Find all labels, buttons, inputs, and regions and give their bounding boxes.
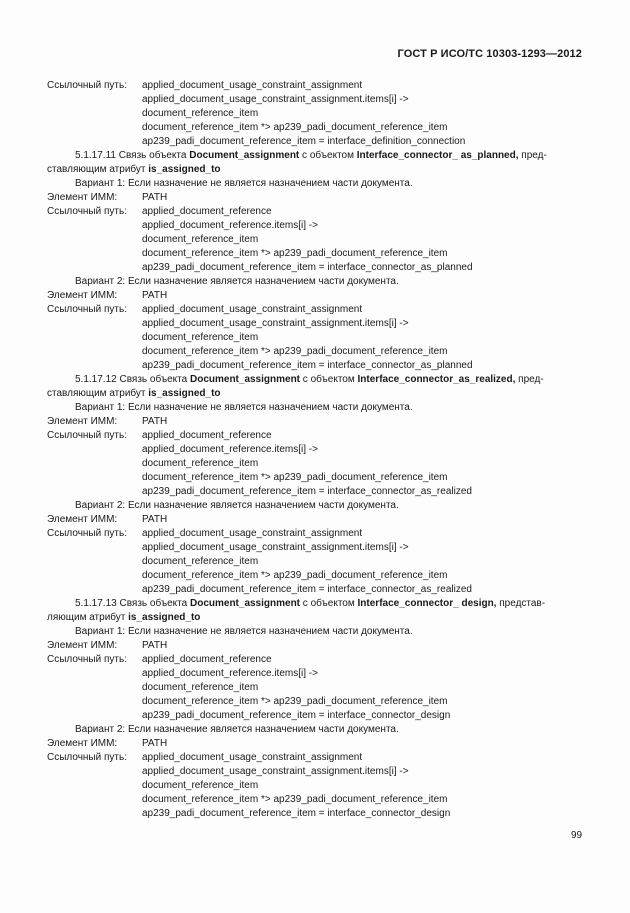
section-heading-cont: ляющим атрибут is_assigned_to — [47, 612, 201, 623]
imm-label: Элемент ИММ: — [47, 738, 118, 749]
ref-path-line: ap239_padi_document_reference_item = interface_connector_as_planned — [142, 262, 473, 273]
section-heading: 5.1.17.13 Связь объекта Document_assignment с объектом Interface_connector_ design, представ- — [75, 598, 546, 609]
ref-path-label: Ссылочный путь: — [47, 206, 127, 217]
ref-path-line: document_reference_item — [142, 458, 259, 469]
section-heading-cont: ставляющим атрибут is_assigned_to — [47, 388, 221, 399]
ref-path-line: applied_document_reference.items[i] -> — [142, 444, 318, 455]
imm-label: Элемент ИММ: — [47, 514, 118, 525]
imm-label: Элемент ИММ: — [47, 290, 118, 301]
imm-label: Элемент ИММ: — [47, 640, 118, 651]
ref-path-line: ap239_padi_document_reference_item = interface_connector_as_realized — [142, 584, 472, 595]
ref-path-line: document_reference_item *> ap239_padi_document_reference_item — [142, 696, 448, 707]
ref-path-line: applied_document_reference — [142, 206, 272, 217]
ref-path-line: document_reference_item — [142, 234, 259, 245]
variant-2-title: Вариант 2: Если назначение является назначением части документа. — [75, 276, 399, 287]
ref-path-line: applied_document_usage_constraint_assignment.items[i] -> — [142, 318, 409, 329]
document-body — [47, 79, 587, 821]
entity-name: Document_assignment — [189, 598, 301, 609]
ref-path-line: ap239_padi_document_reference_item = interface_connector_as_planned — [142, 360, 473, 371]
ref-path-label: Ссылочный путь: — [47, 528, 127, 539]
ref-path-line: applied_document_reference — [142, 654, 272, 665]
target-entity: Interface_connector_ design, — [357, 598, 497, 609]
section-5-1-17-12 — [47, 373, 587, 597]
target-entity: Interface_connector_as_realized, — [357, 374, 516, 385]
imm-value: PATH — [142, 290, 168, 301]
page-header: ГОСТ Р ИСО/ТС 10303-1293—2012 — [397, 48, 582, 60]
page-number: 99 — [571, 830, 583, 841]
ref-path-line: applied_document_usage_constraint_assignment — [142, 752, 363, 763]
ref-path-line: document_reference_item *> ap239_padi_document_reference_item — [142, 570, 448, 581]
attribute-name: is_assigned_to — [148, 388, 221, 399]
variant-1-title: Вариант 1: Если назначение не является назначением части документа. — [75, 626, 413, 637]
imm-value: PATH — [142, 640, 168, 651]
ref-path-line: document_reference_item — [142, 556, 259, 567]
attribute-name: is_assigned_to — [128, 612, 201, 623]
continuation-reference-path — [47, 79, 587, 149]
ref-path-line: applied_document_usage_constraint_assignment.items[i] -> — [142, 94, 409, 105]
imm-value: PATH — [142, 192, 168, 203]
ref-path-label: Ссылочный путь: — [47, 752, 127, 763]
ref-path-line: applied_document_usage_constraint_assignment — [142, 80, 363, 91]
section-heading: 5.1.17.12 Связь объекта Document_assignment с объектом Interface_connector_as_realized, пред- — [75, 374, 544, 385]
ref-path-line: document_reference_item — [142, 108, 259, 119]
ref-path-line: applied_document_reference — [142, 430, 272, 441]
variant-2-title: Вариант 2: Если назначение является назначением части документа. — [75, 724, 399, 735]
ref-path-label: Ссылочный путь: — [47, 304, 127, 315]
variant-2-title: Вариант 2: Если назначение является назначением части документа. — [75, 500, 399, 511]
ref-path-line: document_reference_item — [142, 780, 259, 791]
ref-path-line: document_reference_item — [142, 332, 259, 343]
attribute-name: is_assigned_to — [148, 164, 221, 175]
entity-name: Document_assignment — [189, 374, 301, 385]
target-entity: Interface_connector_ as_planned, — [356, 150, 519, 161]
entity-name: Document_assignment — [189, 150, 300, 161]
section-5-1-17-11 — [47, 149, 587, 373]
ref-path-line: applied_document_usage_constraint_assignment — [142, 528, 363, 539]
imm-value: PATH — [142, 738, 168, 749]
imm-label: Элемент ИММ: — [47, 192, 118, 203]
ref-path-label: Ссылочный путь: — [47, 654, 127, 665]
ref-path-line: document_reference_item — [142, 682, 259, 693]
ref-path-line: applied_document_reference.items[i] -> — [142, 668, 318, 679]
ref-path-line: applied_document_usage_constraint_assignment — [142, 304, 363, 315]
ref-path-line: document_reference_item *> ap239_padi_document_reference_item — [142, 794, 448, 805]
imm-value: PATH — [142, 416, 168, 427]
ref-path-line: ap239_padi_document_reference_item = interface_connector_design — [142, 808, 451, 819]
ref-path-line: document_reference_item *> ap239_padi_document_reference_item — [142, 122, 448, 133]
variant-1-title: Вариант 1: Если назначение не является назначением части документа. — [75, 178, 413, 189]
ref-path-line: document_reference_item *> ap239_padi_document_reference_item — [142, 472, 448, 483]
variant-1-title: Вариант 1: Если назначение не является назначением части документа. — [75, 402, 413, 413]
ref-path-line: document_reference_item *> ap239_padi_document_reference_item — [142, 346, 448, 357]
ref-path-line: ap239_padi_document_reference_item = interface_definition_connection — [142, 136, 466, 147]
section-5-1-17-13 — [47, 597, 587, 821]
ref-path-line: ap239_padi_document_reference_item = interface_connector_design — [142, 710, 451, 721]
imm-label: Элемент ИММ: — [47, 416, 118, 427]
ref-path-line: document_reference_item *> ap239_padi_document_reference_item — [142, 248, 448, 259]
ref-path-line: ap239_padi_document_reference_item = interface_connector_as_realized — [142, 486, 472, 497]
section-heading: 5.1.17.11 Связь объекта Document_assignment с объектом Interface_connector_ as_planned, пред- — [75, 150, 547, 161]
ref-path-line: applied_document_usage_constraint_assignment.items[i] -> — [142, 542, 409, 553]
ref-path-line: applied_document_usage_constraint_assignment.items[i] -> — [142, 766, 409, 777]
imm-value: PATH — [142, 514, 168, 525]
section-heading-cont: ставляющим атрибут is_assigned_to — [47, 164, 221, 175]
ref-path-line: applied_document_reference.items[i] -> — [142, 220, 318, 231]
ref-path-label: Ссылочный путь: — [47, 80, 127, 91]
ref-path-label: Ссылочный путь: — [47, 430, 127, 441]
